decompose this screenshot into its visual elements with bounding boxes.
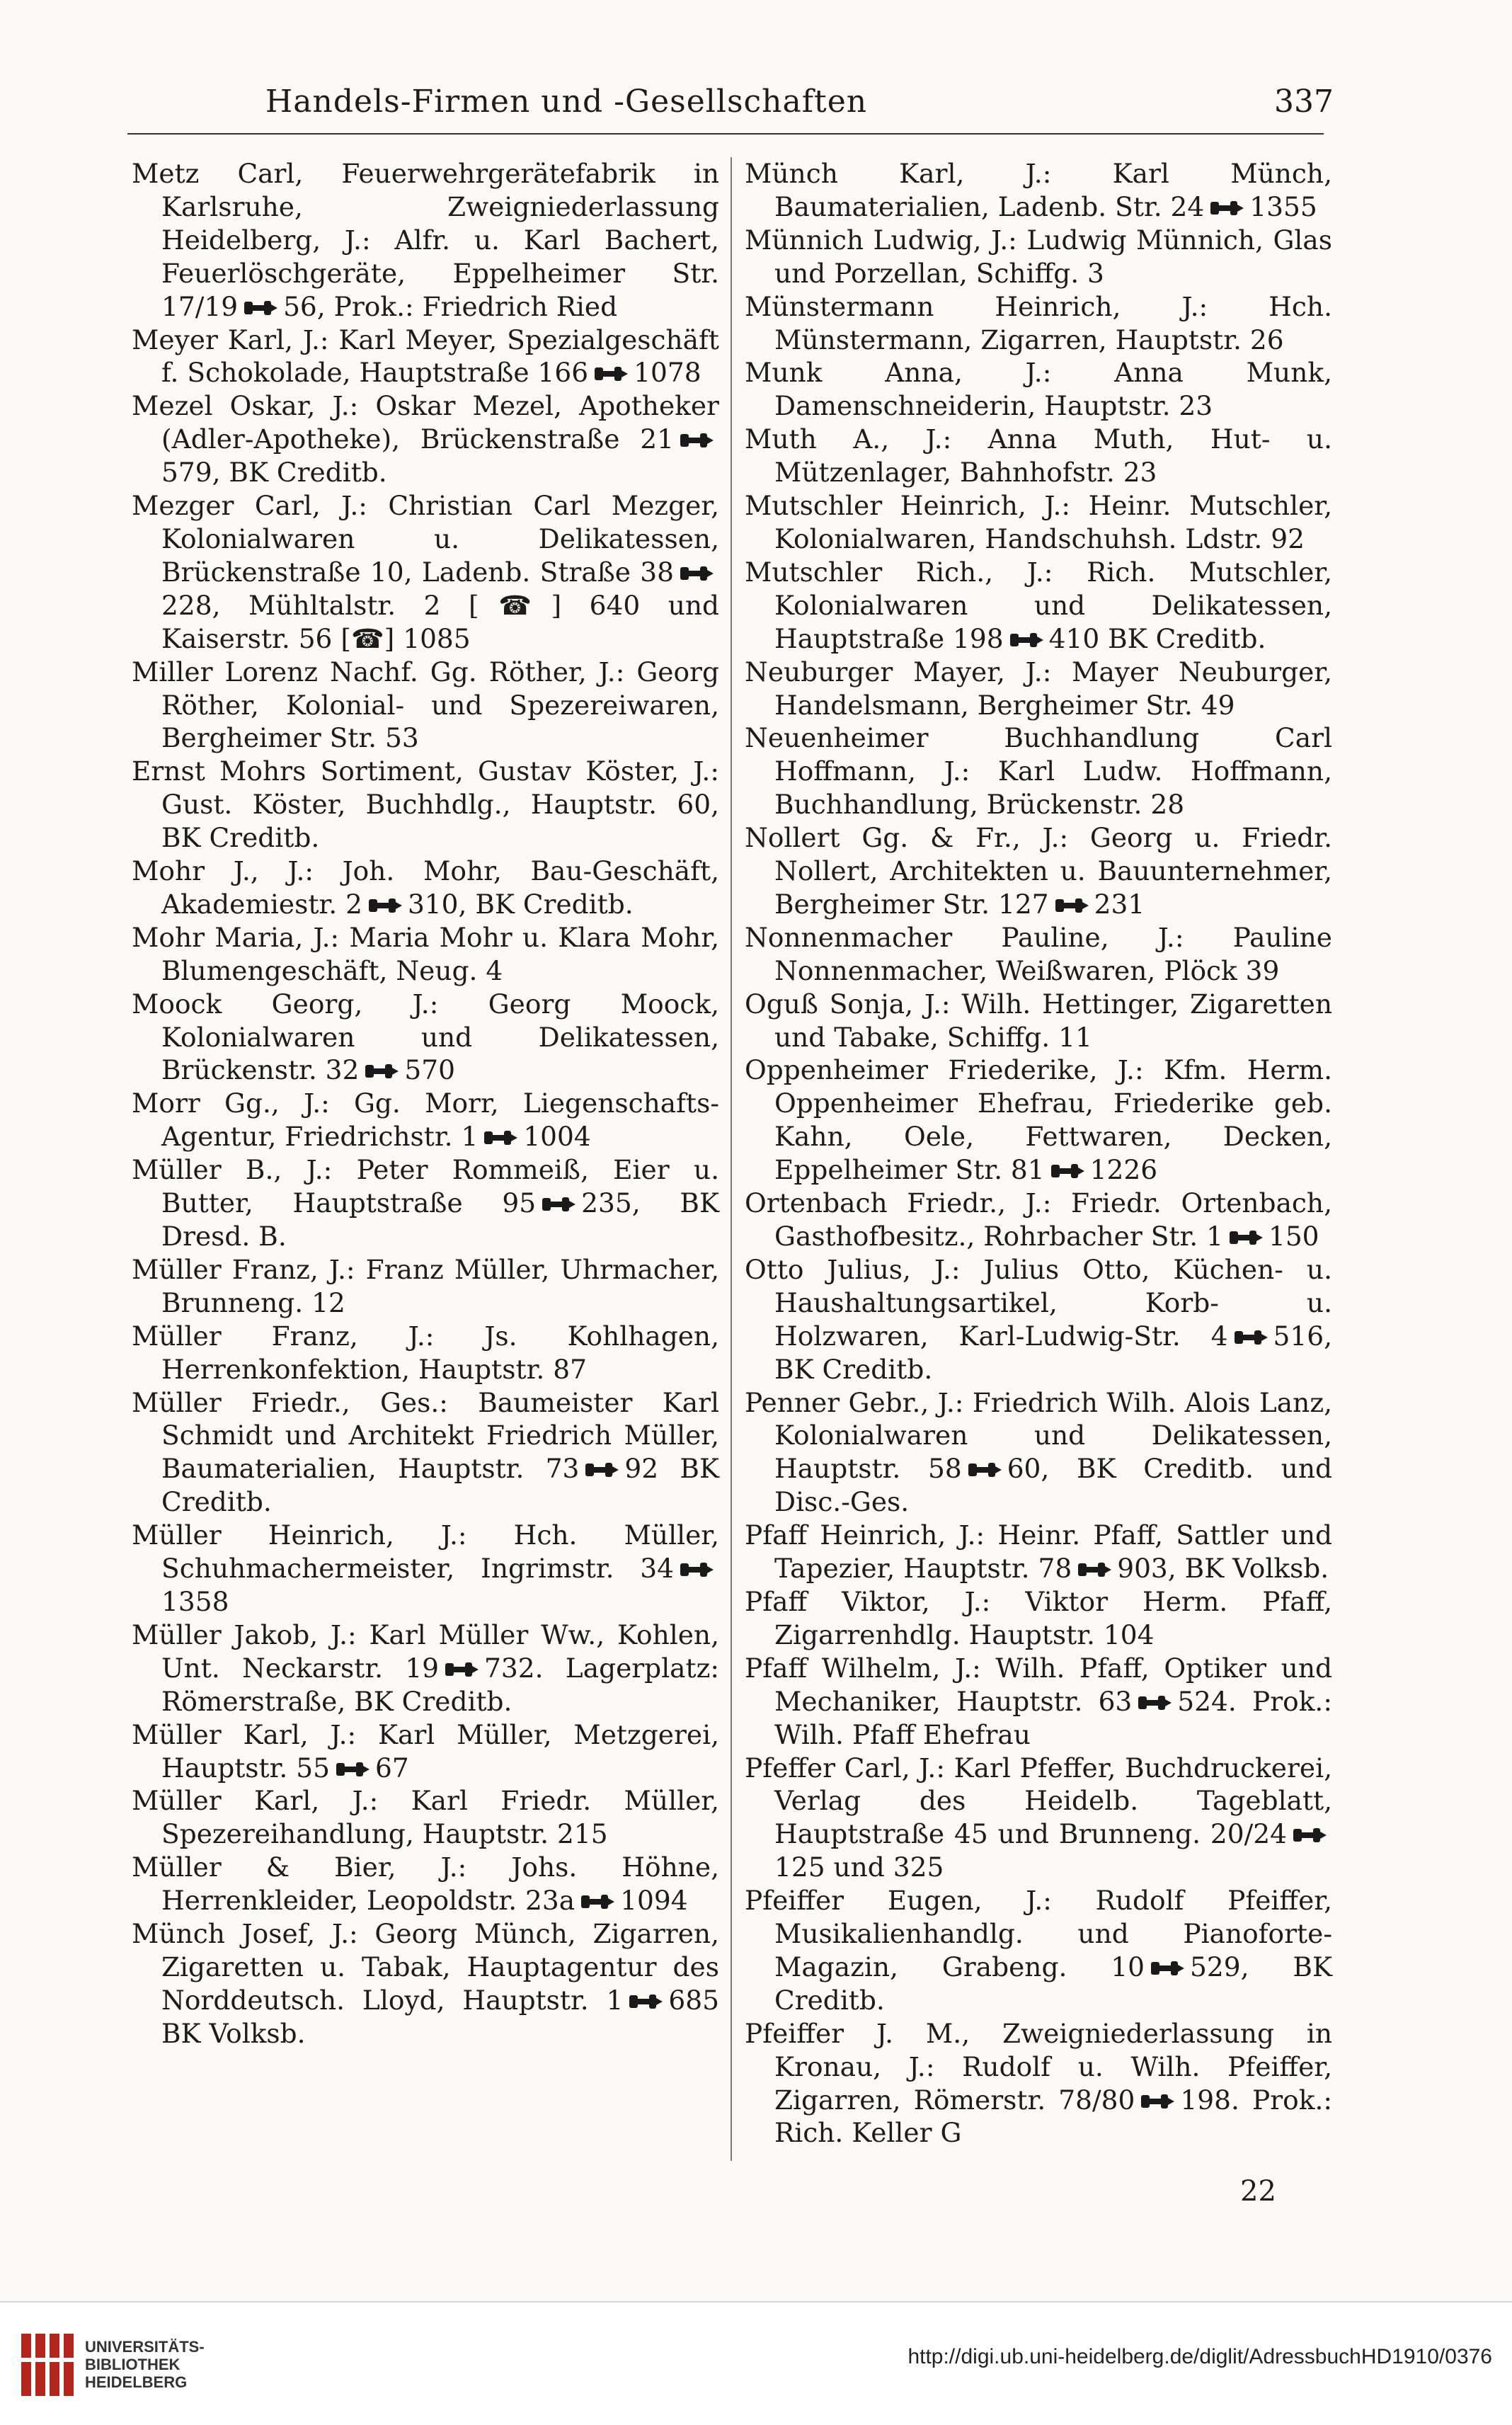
entry-text: Münch Karl, J.: Karl Münch, Baumaterialien, Ladenb. Str. 24 bbox=[745, 158, 1332, 222]
page-title: Handels-Firmen und -Gesellschaften bbox=[265, 84, 868, 120]
telephone-receiver-icon bbox=[1053, 896, 1090, 915]
telephone-receiver-icon bbox=[678, 1560, 715, 1579]
directory-entry bbox=[745, 290, 1332, 357]
phone-number: 1226 bbox=[1089, 1154, 1158, 1186]
entry-text: Müller & Bier, J.: Johs. Höhne, Herrenkleider, Leopoldstr. 23a bbox=[132, 1851, 719, 1917]
entry-text: Moock Georg, J.: Georg Moock, Kolonialwaren und Delikatessen, Brückenstr. 32 bbox=[132, 988, 719, 1086]
directory-entry bbox=[745, 821, 1332, 921]
directory-entry bbox=[132, 755, 719, 855]
directory-entry bbox=[132, 1519, 719, 1619]
entry-text-continued: , BK Creditb. bbox=[212, 457, 387, 489]
entry-text: Neuenheimer Buchhandlung Carl Hoffmann, J.: Karl Ludw. Hoffmann, Buchhandlung, Brückenstr. 28 bbox=[745, 722, 1332, 821]
phone-number: 903 bbox=[1117, 1553, 1168, 1585]
entry-text: Oppenheimer Friederike, J.: Kfm. Herm. Oppenheimer Ehefrau, Friederike geb. Kahn, Oele, Fettwaren, Decken, Eppelheimer Str. 81 bbox=[745, 1054, 1332, 1186]
entry-text: Miller Lorenz Nachf. Gg. Röther, J.: Georg Röther, Kolonial- und Spezereiwaren, Bergheimer Str. 53 bbox=[132, 656, 719, 754]
telephone-receiver-icon bbox=[540, 1195, 577, 1214]
entry-text-continued: . Prok.: Wilh. Pfaff Ehefrau bbox=[774, 1685, 1332, 1750]
library-name-line: BIBLIOTHEK bbox=[85, 2356, 181, 2373]
directory-entry bbox=[132, 1087, 719, 1153]
phone-number: 1094 bbox=[620, 1885, 688, 1917]
directory-entry bbox=[132, 1917, 719, 2050]
right-column bbox=[745, 157, 1332, 2150]
entry-text-continued: , BK Creditb. bbox=[458, 888, 634, 920]
phone-number: 685 bbox=[668, 1984, 719, 2016]
directory-entry bbox=[132, 489, 719, 656]
telephone-receiver-icon bbox=[579, 1893, 616, 1911]
sheet-signature: 22 bbox=[1240, 2175, 1276, 2208]
telephone-receiver-icon bbox=[592, 365, 629, 383]
phone-number: 67 bbox=[374, 1752, 409, 1784]
entry-text: Müller Franz, J.: Js. Kohlhagen, Herrenkonfektion, Hauptstr. 87 bbox=[132, 1320, 719, 1385]
directory-entry bbox=[745, 988, 1332, 1054]
phone-number: 516 bbox=[1273, 1320, 1324, 1352]
directory-entry bbox=[132, 1619, 719, 1718]
telephone-receiver-icon bbox=[1136, 1694, 1173, 1712]
directory-entry bbox=[132, 988, 719, 1088]
directory-entry bbox=[745, 157, 1332, 224]
telephone-receiver-icon bbox=[1232, 1328, 1269, 1347]
library-name bbox=[85, 2338, 205, 2391]
telephone-receiver-icon bbox=[367, 896, 403, 915]
entry-text-continued: , BK Creditb. und Disc.-Ges. bbox=[774, 1453, 1332, 1518]
phone-number: 92 bbox=[624, 1453, 659, 1485]
telephone-receiver-icon bbox=[1291, 1826, 1328, 1844]
footer bbox=[0, 2301, 1512, 2425]
entry-text-continued: BK Creditb. bbox=[161, 1453, 719, 1518]
entry-text: Pfaff Viktor, J.: Viktor Herm. Pfaff, Zigarrenhdlg. Hauptstr. 104 bbox=[745, 1585, 1332, 1650]
directory-entry bbox=[745, 1752, 1332, 1885]
phone-number: 410 bbox=[1048, 622, 1100, 654]
directory-entry bbox=[745, 556, 1332, 656]
directory-entry bbox=[745, 656, 1332, 722]
phone-number: 56 bbox=[283, 290, 317, 322]
phone-number: 310 bbox=[407, 888, 459, 920]
directory-entry bbox=[132, 389, 719, 489]
source-url-link[interactable]: http://digi.ub.uni-heidelberg.de/diglit/AdressbuchHD1910/0376 bbox=[907, 2345, 1492, 2368]
entry-text: Mohr Maria, J.: Maria Mohr u. Klara Mohr, Blumengeschäft, Neug. 4 bbox=[132, 921, 719, 986]
phone-number: 125 bbox=[774, 1851, 825, 1883]
telephone-receiver-icon bbox=[1149, 1959, 1186, 1978]
entry-text: Muth A., J.: Anna Muth, Hut- u. Mützenlager, Bahnhofstr. 23 bbox=[745, 423, 1332, 489]
phone-number: 1004 bbox=[523, 1121, 591, 1153]
phone-number: 1355 bbox=[1249, 190, 1317, 222]
entry-text: Munk Anna, J.: Anna Munk, Damenschneiderin, Hauptstr. 23 bbox=[745, 357, 1332, 422]
library-name-line: HEIDELBERG bbox=[85, 2373, 188, 2391]
directory-entry bbox=[132, 324, 719, 390]
entry-text: Pfeiffer Eugen, J.: Rudolf Pfeiffer, Musikalienhandlg. und Pianoforte-Magazin, Grabeng. 10 bbox=[745, 1885, 1332, 1982]
directory-entry bbox=[132, 855, 719, 921]
entry-text: Münch Josef, J.: Georg Münch, Zigarren, Zigaretten u. Tabak, Hauptagentur des Norddeutsch. Lloyd, Hauptstr. 1 bbox=[132, 1918, 719, 2016]
directory-entry bbox=[745, 356, 1332, 423]
directory-entry bbox=[745, 921, 1332, 988]
entry-text: Mezel Oskar, J.: Oskar Mezel, Apotheker (Adler-Apotheke), Brückenstraße 21 bbox=[132, 390, 719, 455]
entry-text: Münnich Ludwig, J.: Ludwig Münnich, Glas und Porzellan, Schiffg. 3 bbox=[745, 224, 1332, 289]
phone-number: 228 bbox=[161, 589, 212, 621]
phone-number: 524 bbox=[1177, 1685, 1228, 1717]
phone-number: 570 bbox=[404, 1054, 455, 1086]
entry-text: Pfaff Wilhelm, J.: Wilh. Pfaff, Optiker und Mechaniker, Hauptstr. 63 bbox=[745, 1652, 1332, 1717]
telephone-receiver-icon bbox=[627, 1992, 664, 2011]
telephone-receiver-icon bbox=[678, 564, 715, 583]
directory-entry bbox=[745, 423, 1332, 489]
directory-entry bbox=[132, 1320, 719, 1386]
entry-text: Morr Gg., J.: Gg. Morr, Liegenschafts-Agentur, Friedrichstr. 1 bbox=[132, 1088, 719, 1153]
telephone-receiver-icon bbox=[482, 1129, 519, 1147]
directory-entry bbox=[132, 656, 719, 755]
entry-text: Müller Karl, J.: Karl Friedr. Müller, Spezereihandlung, Hauptstr. 215 bbox=[132, 1785, 719, 1850]
entry-text: Pfeffer Carl, J.: Karl Pfeffer, Buchdruckerei, Verlag des Heidelb. Tageblatt, Hauptstraße 45 und Brunneng. 20/24 bbox=[745, 1752, 1332, 1850]
entry-text: Oguß Sonja, J.: Wilh. Hettinger, Zigaretten und Tabake, Schiffg. 11 bbox=[745, 988, 1332, 1053]
directory-entry bbox=[132, 1153, 719, 1253]
directory-entry bbox=[745, 224, 1332, 290]
directory-entry bbox=[132, 1386, 719, 1519]
entry-text: Ortenbach Friedr., J.: Friedr. Ortenbach, Gasthofbesitz., Rohrbacher Str. 1 bbox=[745, 1187, 1332, 1252]
entry-text: Müller Friedr., Ges.: Baumeister Karl Schmidt und Architekt Friedrich Müller, Baumaterialien, Hauptstr. 73 bbox=[132, 1386, 719, 1485]
left-column bbox=[132, 157, 719, 2050]
directory-entry bbox=[745, 1187, 1332, 1253]
phone-number: 150 bbox=[1268, 1221, 1319, 1252]
entry-text: Müller Karl, J.: Karl Müller, Metzgerei, Hauptstr. 55 bbox=[132, 1718, 719, 1784]
entry-text-continued: BK Creditb. bbox=[1099, 622, 1266, 654]
phone-number: 231 bbox=[1094, 888, 1145, 920]
column-divider bbox=[731, 157, 732, 2161]
entry-text: Müller B., J.: Peter Rommeiß, Eier u. Butter, Hauptstraße 95 bbox=[132, 1154, 719, 1219]
entry-text: Ernst Mohrs Sortiment, Gustav Köster, J.: Gust. Köster, Buchhdlg., Hauptstr. 60, BK Creditb. bbox=[132, 755, 719, 854]
directory-entry bbox=[745, 1054, 1332, 1187]
phone-number: 235 bbox=[581, 1187, 632, 1219]
entry-text-continued: und 325 bbox=[825, 1851, 944, 1883]
directory-entry bbox=[132, 1718, 719, 1785]
entry-text: Müller Franz, J.: Franz Müller, Uhrmacher, Brunneng. 12 bbox=[132, 1253, 719, 1318]
entry-text-continued: , BK Volksb. bbox=[1167, 1553, 1329, 1585]
entry-text-continued: , Prok.: Friedrich Ried bbox=[316, 290, 618, 322]
telephone-receiver-icon bbox=[678, 431, 715, 450]
phone-number: 732 bbox=[484, 1652, 535, 1684]
entry-text: Otto Julius, J.: Julius Otto, Küchen- u. Haushaltungsartikel, Korb- u. Holzwaren, Karl-Ludwig-Str. 4 bbox=[745, 1253, 1332, 1352]
directory-entry bbox=[132, 1253, 719, 1320]
directory-entry bbox=[745, 489, 1332, 556]
telephone-receiver-icon bbox=[363, 1062, 400, 1080]
entry-text: Metz Carl, Feuerwehrgerätefabrik in Karlsruhe, Zweigniederlassung Heidelberg, J.: Alfr. u. Karl Bachert, Feuerlöschgeräte, Eppelheimer Str. 17/19 bbox=[132, 158, 719, 322]
telephone-receiver-icon bbox=[1139, 2092, 1176, 2111]
phone-number: 529 bbox=[1190, 1951, 1241, 1982]
entry-text: Münstermann Heinrich, J.: Hch. Münstermann, Zigarren, Hauptstr. 26 bbox=[745, 290, 1332, 355]
phone-number: 1078 bbox=[634, 357, 701, 389]
entry-text: Neuburger Mayer, J.: Mayer Neuburger, Handelsmann, Bergheimer Str. 49 bbox=[745, 656, 1332, 721]
directory-entry bbox=[745, 1519, 1332, 1585]
telephone-receiver-icon bbox=[966, 1461, 1003, 1479]
entry-text-continued: , BK Dresd. B. bbox=[161, 1187, 719, 1252]
entry-text: Mezger Carl, J.: Christian Carl Mezger, Kolonialwaren u. Delikatessen, Brückenstraße 10, Ladenb. Straße 38 bbox=[132, 490, 719, 588]
directory-entry bbox=[132, 1784, 719, 1851]
directory-entry bbox=[745, 1253, 1332, 1386]
university-library-logo-icon[interactable] bbox=[17, 2329, 78, 2400]
entry-text: Nonnenmacher Pauline, J.: Pauline Nonnenmacher, Weißwaren, Plöck 39 bbox=[745, 921, 1332, 986]
telephone-receiver-icon bbox=[1227, 1228, 1264, 1247]
entry-text: Müller Jakob, J.: Karl Müller Ww., Kohlen, Unt. Neckarstr. 19 bbox=[132, 1619, 719, 1684]
directory-entry bbox=[745, 1884, 1332, 2017]
telephone-receiver-icon bbox=[334, 1760, 371, 1779]
phone-number: 579 bbox=[161, 457, 212, 489]
entry-text-continued: . Prok.: Rich. Keller G bbox=[774, 2084, 1333, 2149]
entry-text: Nollert Gg. & Fr., J.: Georg u. Friedr. Nollert, Architekten u. Bauunternehmer, Bergheimer Str. 127 bbox=[745, 822, 1332, 920]
directory-entry bbox=[745, 1386, 1332, 1519]
directory-entry bbox=[745, 1585, 1332, 1652]
entry-text: Pfaff Heinrich, J.: Heinr. Pfaff, Sattler und Tapezier, Hauptstr. 78 bbox=[745, 1519, 1332, 1585]
telephone-receiver-icon bbox=[1208, 199, 1245, 217]
page-number: 337 bbox=[1274, 84, 1334, 120]
entry-text: Meyer Karl, J.: Karl Meyer, Spezialgeschäft f. Schokolade, Hauptstraße 166 bbox=[132, 324, 719, 389]
directory-entry bbox=[132, 1851, 719, 1917]
telephone-receiver-icon bbox=[443, 1660, 480, 1679]
library-name-line: UNIVERSITÄTS- bbox=[85, 2338, 205, 2356]
footer-rule bbox=[0, 2301, 1512, 2303]
phone-number: 198 bbox=[1180, 2084, 1231, 2116]
telephone-receiver-icon bbox=[1049, 1162, 1086, 1180]
directory-entry bbox=[745, 721, 1332, 821]
entry-text: Müller Heinrich, J.: Hch. Müller, Schuhmachermeister, Ingrimstr. 34 bbox=[132, 1519, 719, 1585]
entry-text-continued: , BK Creditb. bbox=[774, 1320, 1332, 1385]
directory-entry bbox=[132, 157, 719, 324]
telephone-receiver-icon bbox=[583, 1461, 620, 1479]
entry-text: Penner Gebr., J.: Friedrich Wilh. Alois Lanz, Kolonialwaren und Delikatessen, Hauptstr. 58 bbox=[745, 1386, 1332, 1485]
phone-number: 60 bbox=[1007, 1453, 1041, 1485]
entry-text-continued: BK Volksb. bbox=[161, 2017, 306, 2049]
phone-number: 1358 bbox=[161, 1585, 229, 1617]
entry-text-continued: , Mühltalstr. 2 [☎] 640 und Kaiserstr. 56 [☎] 1085 bbox=[161, 589, 719, 654]
header-rule bbox=[127, 133, 1324, 135]
entry-text-continued: , BK Creditb. bbox=[774, 1951, 1332, 2016]
telephone-receiver-icon bbox=[1008, 631, 1045, 649]
entry-text: Mohr J., J.: Joh. Mohr, Bau-Geschäft, Akademiestr. 2 bbox=[132, 855, 719, 920]
entry-text: Mutschler Rich., J.: Rich. Mutschler, Kolonialwaren und Delikatessen, Hauptstraße 198 bbox=[745, 556, 1332, 654]
directory-entry bbox=[745, 2017, 1332, 2150]
entry-text: Pfeiffer J. M., Zweigniederlassung in Kronau, J.: Rudolf u. Wilh. Pfeiffer, Zigarren, Römerstr. 78/80 bbox=[745, 2017, 1332, 2116]
entry-text: Mutschler Heinrich, J.: Heinr. Mutschler, Kolonialwaren, Handschuhsh. Ldstr. 92 bbox=[745, 490, 1332, 554]
directory-entry bbox=[132, 921, 719, 988]
entry-text-continued: . Lagerplatz: Römerstraße, BK Creditb. bbox=[161, 1652, 720, 1717]
telephone-receiver-icon bbox=[242, 299, 279, 317]
telephone-receiver-icon bbox=[1076, 1560, 1113, 1579]
directory-entry bbox=[745, 1652, 1332, 1752]
